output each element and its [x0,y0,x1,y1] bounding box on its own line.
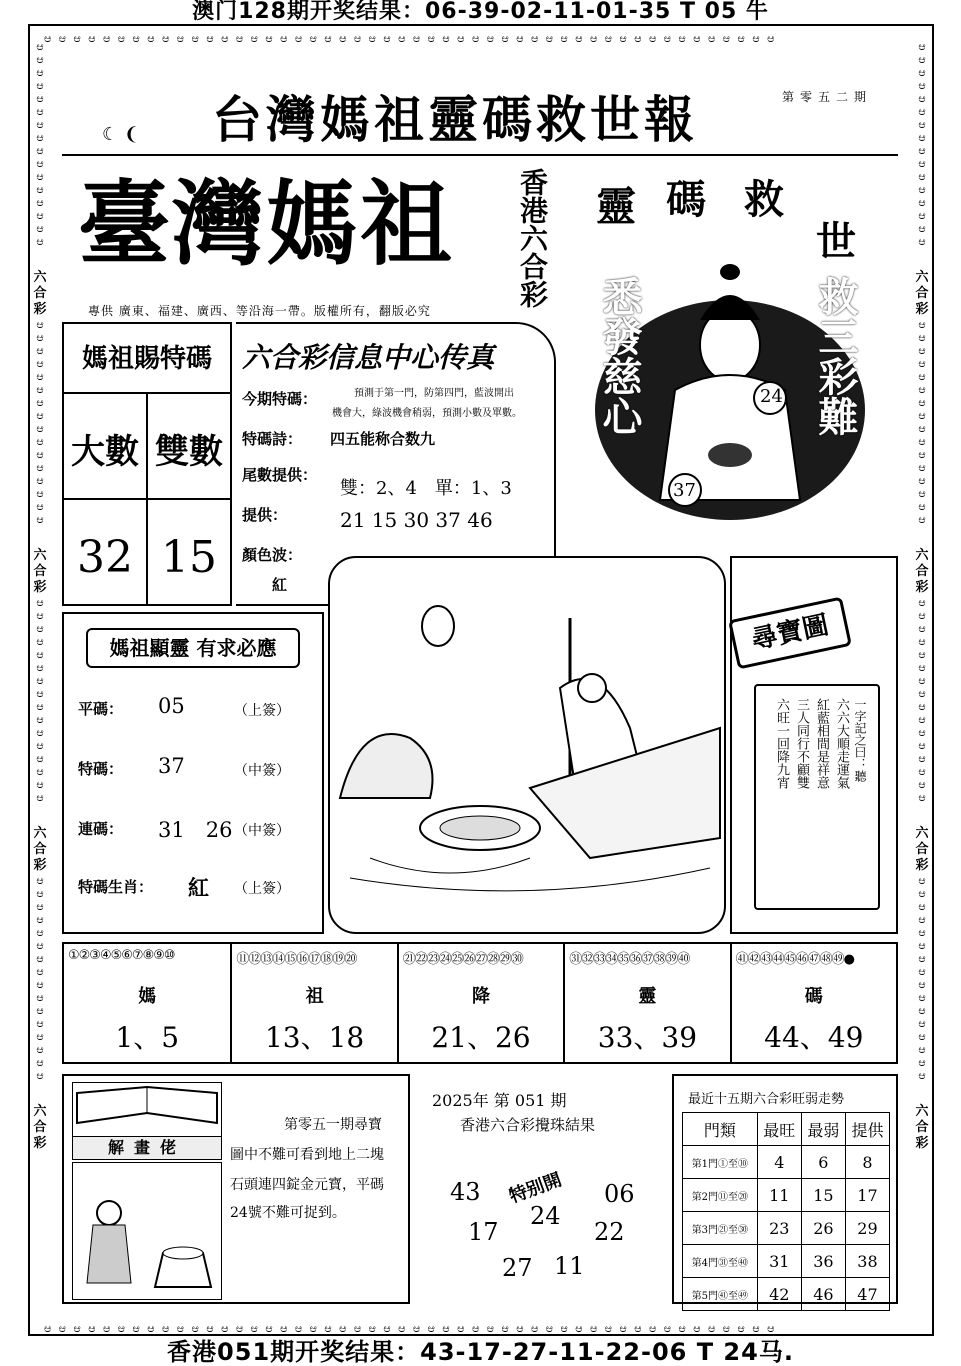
right-border-pattern: ಆ ಆ ಆ ಆ ಆ ಆ ಆ ಆ ಆ ಆ ಆ ಆ ಆ ಆ ಆ ಆ 六 合 彩 ಆ ಆ ಆ ಆ ಆ ಆ ಆ ಆ ಆ ಆ ಆ ಆ ಆ ಆ ಆ ಆ 六 合 彩 ಆ ಆ ಆ ಆ ಆ ಆ ಆ ಆ ಆ ಆ ಆ ಆ ಆ ಆ ಆ ಆ 六 合 彩 ಆ ಆ ಆ ಆ ಆ ಆ ಆ ಆ ಆ ಆ ಆ ಆ ಆ ಆ ಆ ಆ 六 合 彩 [915,40,929,1151]
moon-decoration: ☾ ❨ [102,124,139,145]
masthead-subline: 專供 廣東、福建、廣西、等沿海一帶。版權所有，翻版必究 [88,304,431,318]
mazu-row-tag: （中簽） [234,823,290,839]
trend-row [683,1245,890,1278]
issue-number: 第零五二期 [782,90,873,104]
newspaper-title: 台灣媽祖靈碼救世報 [212,91,698,149]
info-row2-value: 四五能称合数九 [330,430,436,448]
result-year-line: 2025年 第 051 期 [432,1091,567,1110]
trend-title: 最近十五期六合彩旺弱走勢 [688,1092,845,1107]
special-num2: 15 [161,532,217,583]
special-col2: 雙數 [155,432,223,472]
trend-header-cell: 提供 [845,1113,889,1146]
header-rule [62,154,898,156]
trend-cell: 23 [757,1212,801,1245]
explain-tag: 解畫佬 [72,1136,222,1160]
number-strip-pair: 21、26 [431,1021,531,1054]
mazu-row-value: 31 26 [158,818,233,842]
number-strip-cell [64,944,230,1062]
mazu-row [78,872,314,902]
trend-row [683,1146,890,1179]
result-number-7: 11 [554,1252,585,1280]
trend-cell: 38 [845,1245,889,1278]
trend-header-row [683,1113,890,1146]
number-strip-char: 降 [471,986,490,1007]
buddha-number-b: 37 [673,480,696,501]
treasure-line1: 一字記之曰：聽 [853,698,867,782]
trend-cell: 46 [801,1278,845,1311]
trend-cell: 31 [757,1245,801,1278]
explain-line4: 24號不難可捉到。 [230,1205,346,1221]
trend-cell: 11 [757,1179,801,1212]
trend-cell: 17 [845,1179,889,1212]
trend-cell: 42 [757,1278,801,1311]
buddha-number-a: 24 [760,386,783,407]
info-row4-value: 21 15 30 37 46 [340,508,493,532]
trend-row [683,1179,890,1212]
info-row5-value: 紅 [272,576,288,594]
trend-cell: 第5門㊶至㊾ [683,1278,758,1311]
mazu-row-label: 連碼： [78,820,124,838]
treasure-title: 尋寶圖 [728,596,852,669]
mazu-row-value: 05 [158,694,185,718]
mazu-row-tag: （中簽） [234,763,290,779]
special-code-title: 媽祖賜特碼 [81,344,212,374]
number-strip-char: 媽 [138,986,157,1007]
number-strip-circles: ⑪⑫⑬⑭⑮⑯⑰⑱⑲⑳ [236,952,357,967]
border-liuhecai-label: 六 合 彩 [915,1104,929,1151]
info-heading: 六合彩信息中心传真 [242,341,495,374]
buddha-text-top-2: 碼 [666,177,706,223]
number-strip-cell [230,944,396,1062]
buddha-right-text: 救三彩難 [812,276,858,436]
trend-table [682,1112,890,1311]
number-strip-pair: 13、18 [264,1021,365,1054]
trend-cell: 第1門①至⑩ [683,1146,758,1179]
info-row2-label: 特碼詩： [242,430,303,448]
trend-header-cell: 最弱 [801,1113,845,1146]
trend-cell: 15 [801,1179,845,1212]
mazu-row-label: 特碼： [78,760,124,778]
trend-cell: 8 [845,1146,889,1179]
explain-line1: 第零五一期尋寶 [284,1117,382,1133]
number-strip-cell [563,944,729,1062]
trend-row [683,1278,890,1311]
special-col1: 大數 [71,432,139,472]
trend-cell: 第2門⑪至⑳ [683,1179,758,1212]
result-number-4: 24 [530,1202,561,1230]
special-code-box [62,322,232,606]
result-number-5: 22 [594,1218,625,1246]
mazu-row [78,694,314,724]
trend-cell: 第3門㉑至㉚ [683,1212,758,1245]
buddha-text-top-4: 世 [816,219,856,265]
number-strip-cell [730,944,896,1062]
trend-header-cell: 門類 [683,1113,758,1146]
number-strip-pair: 1、5 [115,1021,180,1054]
number-strip-circles: ㉛㉜㉝㉞㉟㊱㊲㊳㊴㊵ [569,952,690,967]
left-border-pattern: ಆ ಆ ಆ ಆ ಆ ಆ ಆ ಆ ಆ ಆ ಆ ಆ ಆ ಆ ಆ ಆ 六 合 彩 ಆ ಆ ಆ ಆ ಆ ಆ ಆ ಆ ಆ ಆ ಆ ಆ ಆ ಆ ಆ ಆ 六 合 彩 ಆ ಆ ಆ ಆ ಆ ಆ ಆ ಆ ಆ ಆ ಆ ಆ ಆ ಆ ಆ ಆ 六 合 彩 ಆ ಆ ಆ ಆ ಆ ಆ ಆ ಆ ಆ ಆ ಆ ಆ ಆ ಆ ಆ ಆ 六 合 彩 [33,40,47,1151]
trend-header-cell: 最旺 [757,1113,801,1146]
explain-line2: 圖中不難可看到地上二塊 [230,1147,384,1163]
border-liuhecai-label: 六 合 彩 [33,548,47,595]
info-row5-label: 顏色波： [242,546,303,564]
info-row1-text-b: 機會大，綠波機會稍弱，預測小數及單數。 [332,408,522,419]
result-number-2: 06 [604,1180,635,1208]
treasure-line3: 紅藍相間是祥意 [814,698,829,789]
mazu-row-label: 特碼生肖： [78,878,154,896]
buddha-text-top-3: 救 [744,177,784,223]
info-row1-text-a: 預測于第一門，防第四門，藍波開出 [354,388,514,399]
trend-cell: 26 [801,1212,845,1245]
mazu-row-label: 平碼： [78,700,124,718]
border-liuhecai-label: 六 合 彩 [915,548,929,595]
border-liuhecai-label: 六 合 彩 [915,270,929,317]
treasure-line2: 六六大順走運氣 [834,698,849,789]
border-liuhecai-label: 六 合 彩 [33,270,47,317]
trend-cell: 6 [801,1146,845,1179]
trend-row [683,1212,890,1245]
trend-cell: 29 [845,1212,889,1245]
number-strip-pair: 44、49 [764,1021,864,1054]
result-number-1: 43 [450,1178,481,1206]
header-section [62,66,898,154]
number-strip-char: 祖 [305,986,324,1007]
mazu-predictions-box [62,612,324,934]
info-row4-label: 提供： [242,506,288,524]
top-border-pattern: ಆ ಆ ಆ ಆ ಆ ಆ ಆ ಆ ಆ ಆ ಆ ಆ ಆ ಆ ಆ ಆ ಆ ಆ ಆ ಆ ಆ ಆ ಆ ಆ ಆ ಆ ಆ ಆ ಆ ಆ ಆ ಆ ಆ ಆ ಆ ಆ ಆ ಆ ಆ ಆ ಆ ಆ ಆ ಆ ಆ ಆ ಆ ಆ ಆ ಆ [44,32,777,45]
book-illustration [72,1082,222,1138]
explain-line3: 石頭連四錠金元寶，平碼 [230,1177,384,1193]
treasure-map-box [730,556,898,934]
trend-box [672,1074,898,1304]
border-liuhecai-label: 六 合 彩 [33,826,47,873]
mazu-heading: 媽祖顯靈 有求必應 [86,628,300,668]
treasure-line5: 六旺一回降九宵 [774,698,789,789]
bottom-border-pattern: ಆ ಆ ಆ ಆ ಆ ಆ ಆ ಆ ಆ ಆ ಆ ಆ ಆ ಆ ಆ ಆ ಆ ಆ ಆ ಆ ಆ ಆ ಆ ಆ ಆ ಆ ಆ ಆ ಆ ಆ ಆ ಆ ಆ ಆ ಆ ಆ ಆ ಆ ಆ ಆ ಆ ಆ ಆ ಆ ಆ ಆ ಆ ಆ ಆ ಆ [44,1322,777,1335]
special-divider-middle [64,498,230,500]
number-strip-char: 靈 [638,986,657,1007]
explain-box [62,1074,410,1304]
buddha-text-top-1: 靈 [596,184,636,230]
mazu-row-tag: （上簽） [234,881,290,897]
mazu-row [78,754,314,784]
masthead-side-label: 香港六合彩 [516,168,549,308]
special-num1: 32 [77,532,133,583]
number-strip-circles: ㊶㊷㊸㊹㊺㊻㊼㊽㊾● [735,952,854,967]
result-center-word: 特别開 [506,1169,565,1208]
buddha-left-text: 悉發慈心 [596,276,642,436]
info-row3-label: 尾數提供： [242,466,318,484]
mazu-row-tag: （上簽） [234,703,290,719]
lake-illustration [328,556,726,934]
mazu-row-value: 37 [158,754,185,778]
border-liuhecai-label: 六 合 彩 [33,1104,47,1151]
number-strip-pair: 33、39 [597,1021,698,1054]
number-strip-circles: ①②③④⑤⑥⑦⑧⑨⑩ [68,948,175,963]
result-box [414,1074,666,1304]
masthead-title: 臺灣媽祖 [78,171,455,278]
number-strip-cell [397,944,563,1062]
number-strip [62,942,898,1064]
old-man-illustration [72,1162,222,1300]
number-strip-circles: ㉑㉒㉓㉔㉕㉖㉗㉘㉙㉚ [402,952,523,967]
result-number-3: 17 [468,1218,499,1246]
treasure-line4: 三人同行不顧雙 [794,698,809,789]
border-liuhecai-label: 六 合 彩 [915,826,929,873]
trend-cell: 第4門㉛至㊵ [683,1245,758,1278]
bottom-result-banner: 香港051期开奖结果：43-17-27-11-22-06 T 24马. [167,1338,794,1366]
mazu-row-value: 紅 [188,875,209,900]
info-row3-value: 雙：2、4 單：1、3 [340,478,512,499]
result-number-6: 27 [502,1254,533,1282]
trend-cell: 36 [801,1245,845,1278]
info-row1-label: 今期特碼： [242,390,318,408]
trend-cell: 47 [845,1278,889,1311]
top-result-banner: 澳门128期开奖结果：06-39-02-11-01-35 T 05 牛 [192,0,769,24]
trend-cell: 4 [757,1146,801,1179]
mazu-row [78,814,314,844]
result-subtitle: 香港六合彩攪珠結果 [460,1116,596,1134]
number-strip-char: 碼 [804,986,823,1007]
